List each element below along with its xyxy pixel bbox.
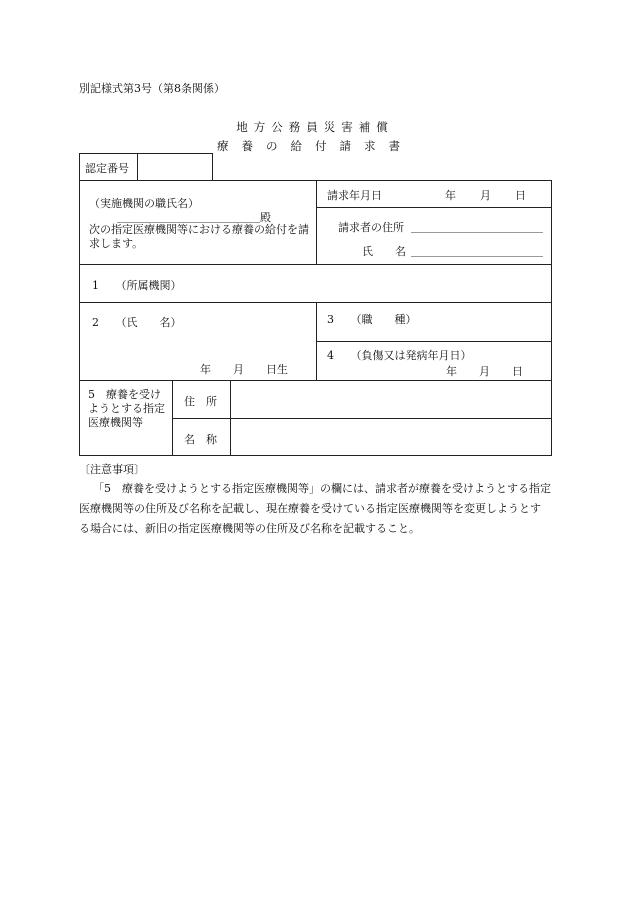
item-injury-date[interactable]: 年 月 日 xyxy=(446,365,523,378)
claimant-address-label: 請求者の住所 xyxy=(338,221,404,234)
item-name[interactable]: 2 （氏 名） xyxy=(92,316,182,329)
cert-number-divider xyxy=(137,153,138,181)
form-title-line2: 療養の給付請求書 xyxy=(217,139,413,153)
institution-address-field[interactable] xyxy=(232,382,550,416)
request-date-year[interactable]: 年 xyxy=(445,189,456,202)
item-occupation[interactable]: 3 （職 種） xyxy=(327,313,417,326)
request-date-label: 請求年月日 xyxy=(327,189,382,202)
addressee-label: （実施機関の職氏名） xyxy=(89,197,199,210)
form-reference: 別記様式第3号（第8条関係） xyxy=(79,82,225,95)
cert-number-field[interactable] xyxy=(139,155,211,179)
row-divider xyxy=(172,418,552,419)
col-divider xyxy=(316,180,317,264)
date-row-divider xyxy=(316,207,552,208)
institution-name-label: 名 称 xyxy=(184,433,217,446)
row-divider xyxy=(79,264,552,265)
addressee-line[interactable]: ＿＿＿＿＿＿＿＿＿＿＿＿＿殿 xyxy=(117,211,271,224)
row-divider xyxy=(79,380,552,381)
request-date-day[interactable]: 日 xyxy=(515,189,526,202)
notes-body: 「5 療養を受けようとする指定医療機関等」の欄には、請求者が療養を受けようとする指定医療機関等の住所及び名称を記載し、現在療養を受けている指定医療機関等を変更しようとする場合には、新旧の指定医療機関等の住所及び名称を記載すること。 xyxy=(79,482,551,535)
item-birthdate[interactable]: 年 月 日生 xyxy=(200,363,288,376)
form-title-line1: 地方公務員災害補償 xyxy=(236,120,394,134)
row-divider xyxy=(316,341,552,342)
claimant-name-label: 氏 名 xyxy=(362,245,406,258)
claimant-name-field[interactable]: ＿＿＿＿＿＿＿＿＿＿＿＿ xyxy=(411,245,543,258)
institution-address-label: 住 所 xyxy=(184,395,217,408)
claimant-address-field[interactable]: ＿＿＿＿＿＿＿＿＿＿＿＿ xyxy=(411,221,543,234)
item-medical-institution-label: 5 療養を受けようとする指定医療機関等 xyxy=(88,388,165,429)
notes-heading: 〔注意事項〕 xyxy=(79,463,145,476)
request-date-month[interactable]: 月 xyxy=(480,189,491,202)
institution-name-field[interactable] xyxy=(232,420,550,454)
item-affiliation[interactable]: 1 （所属機関） xyxy=(92,279,182,292)
request-text: 次の指定医療機関等における療養の給付を請求します。 xyxy=(89,223,309,250)
item-injury-date-label: 4 （負傷又は発病年月日） xyxy=(327,349,472,362)
cert-number-label: 認定番号 xyxy=(85,162,129,175)
